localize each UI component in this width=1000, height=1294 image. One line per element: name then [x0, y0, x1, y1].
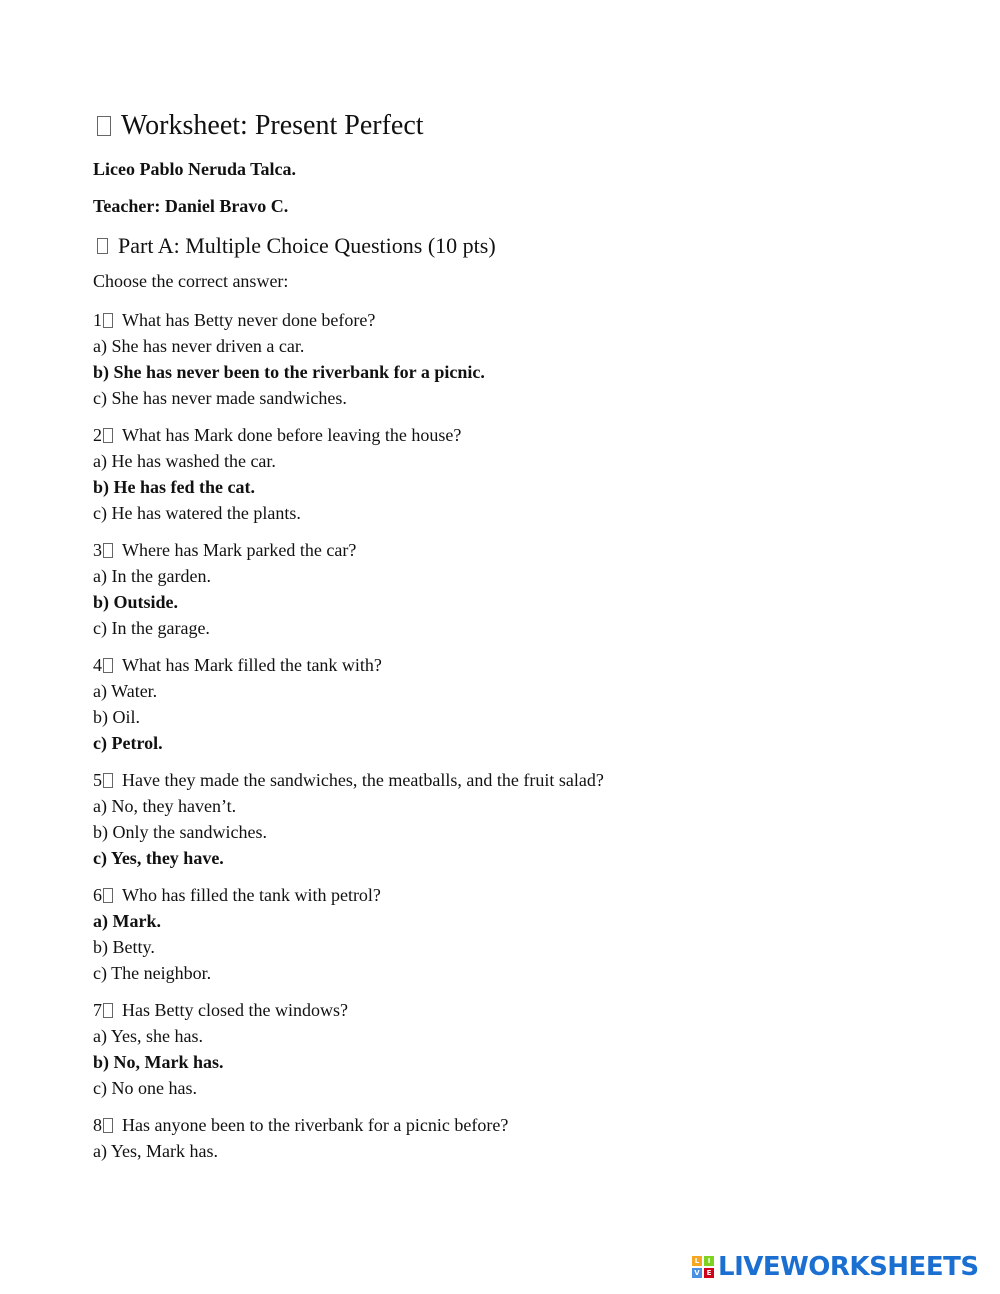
answer-option-correct: b) She has never been to the riverbank for a picnic.: [93, 362, 485, 382]
school-name: Liceo Pablo Neruda Talca.: [93, 159, 297, 179]
question-text: [93, 767, 933, 793]
liveworksheets-logo: [692, 1252, 979, 1282]
question-number: 3: [93, 540, 102, 560]
question-block: [93, 997, 933, 1101]
question-number: 8: [93, 1115, 102, 1135]
answer-option-correct: b) No, Mark has.: [93, 1052, 224, 1072]
missing-glyph-icon: [97, 238, 108, 254]
question-prompt: Has Betty closed the windows?: [122, 1000, 348, 1020]
question-prompt: Has anyone been to the riverbank for a picnic before?: [122, 1115, 509, 1135]
answer-option-correct: b) Outside.: [93, 592, 179, 612]
liveworksheets-logo-text: LIVEWORKSHEETS: [718, 1252, 979, 1282]
question-prompt: What has Betty never done before?: [122, 310, 376, 330]
logo-tile: V: [692, 1268, 702, 1278]
question-text: [93, 882, 933, 908]
answer-option: c) He has watered the plants.: [93, 503, 301, 523]
worksheet-title: [93, 108, 933, 144]
instruction-text: Choose the correct answer:: [93, 271, 289, 291]
answer-option: b) Oil.: [93, 707, 140, 727]
answer-option-correct: b) He has fed the cat.: [93, 477, 255, 497]
question-block: [93, 422, 933, 526]
answer-option: c) She has never made sandwiches.: [93, 388, 347, 408]
question-text: [93, 997, 933, 1023]
question-prompt: Have they made the sandwiches, the meatballs, and the fruit salad?: [122, 770, 604, 790]
answer-option: a) Yes, she has.: [93, 1026, 203, 1046]
answer-option: c) In the garage.: [93, 618, 210, 638]
question-text: [93, 652, 933, 678]
question-prompt: Where has Mark parked the car?: [122, 540, 357, 560]
missing-glyph-icon: [103, 888, 113, 903]
question-text: [93, 537, 933, 563]
missing-glyph-icon: [103, 1118, 113, 1133]
missing-glyph-icon: [103, 773, 113, 788]
answer-option-correct: c) Yes, they have.: [93, 848, 224, 868]
logo-tile: E: [704, 1268, 714, 1278]
answer-option: c) No one has.: [93, 1078, 197, 1098]
missing-glyph-icon: [103, 658, 113, 673]
question-block: [93, 767, 933, 871]
teacher-name: Teacher: Daniel Bravo C.: [93, 196, 289, 216]
question-number: 7: [93, 1000, 102, 1020]
answer-option: b) Betty.: [93, 937, 155, 957]
question-text: [93, 307, 933, 333]
answer-option: a) No, they haven’t.: [93, 796, 237, 816]
question-block: [93, 882, 933, 986]
question-number: 1: [93, 310, 102, 330]
answer-option-correct: c) Petrol.: [93, 733, 163, 753]
logo-tile: L: [692, 1256, 702, 1266]
liveworksheets-logo-icon: [692, 1256, 714, 1278]
part-a-heading: [93, 232, 933, 260]
part-a-heading-text: Part A: Multiple Choice Questions (10 pts): [118, 233, 496, 258]
answer-option: a) She has never driven a car.: [93, 336, 305, 356]
question-block: [93, 537, 933, 641]
missing-glyph-icon: [97, 116, 111, 136]
missing-glyph-icon: [103, 313, 113, 328]
worksheet-page: [93, 108, 933, 1175]
question-text: [93, 1112, 933, 1138]
missing-glyph-icon: [103, 543, 113, 558]
question-block: [93, 1112, 933, 1164]
question-number: 5: [93, 770, 102, 790]
question-prompt: Who has filled the tank with petrol?: [122, 885, 381, 905]
answer-option: a) In the garden.: [93, 566, 211, 586]
answer-option: a) Water.: [93, 681, 158, 701]
question-number: 2: [93, 425, 102, 445]
answer-option: a) Yes, Mark has.: [93, 1141, 218, 1161]
question-prompt: What has Mark filled the tank with?: [122, 655, 382, 675]
question-block: [93, 307, 933, 411]
question-number: 4: [93, 655, 102, 675]
answer-option-correct: a) Mark.: [93, 911, 161, 931]
question-prompt: What has Mark done before leaving the house?: [122, 425, 462, 445]
missing-glyph-icon: [103, 1003, 113, 1018]
answer-option: b) Only the sandwiches.: [93, 822, 267, 842]
answer-option: a) He has washed the car.: [93, 451, 276, 471]
question-number: 6: [93, 885, 102, 905]
question-block: [93, 652, 933, 756]
question-text: [93, 422, 933, 448]
answer-option: c) The neighbor.: [93, 963, 212, 983]
missing-glyph-icon: [103, 428, 113, 443]
worksheet-title-text: Worksheet: Present Perfect: [121, 110, 424, 141]
question-list: [93, 307, 933, 1164]
logo-tile: I: [704, 1256, 714, 1266]
